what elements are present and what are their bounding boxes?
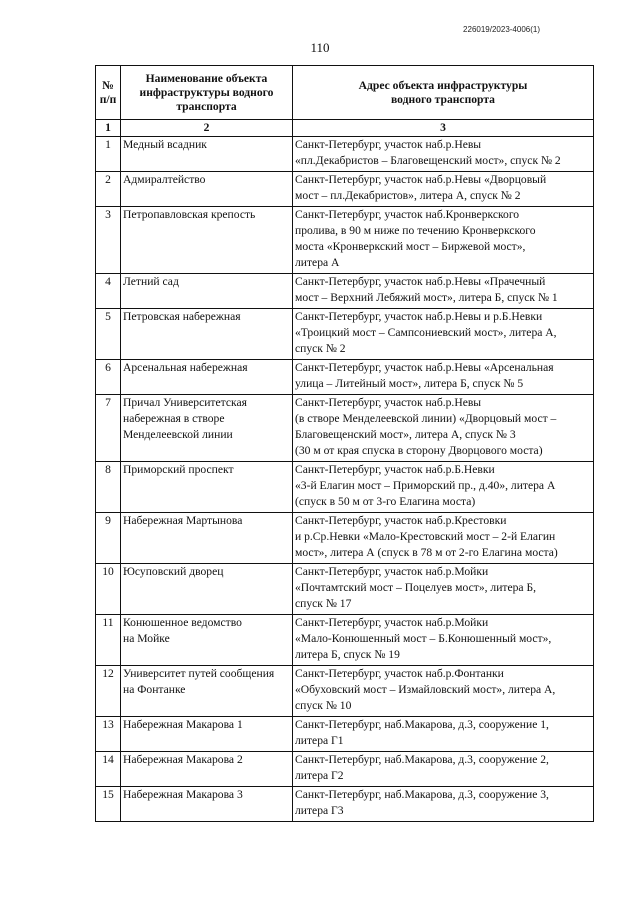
table-row (96, 752, 594, 787)
table-row (96, 207, 594, 274)
row-number: 11 (96, 615, 121, 666)
object-address-line: Санкт-Петербург, участок наб.р.Крестовки (295, 514, 507, 527)
object-name-line: Приморский проспект (123, 463, 234, 476)
object-address (293, 564, 594, 615)
column-number: 2 (121, 120, 293, 137)
row-number: 8 (96, 462, 121, 513)
table-header-row (96, 66, 594, 120)
object-address-line: улица – Литейный мост», литера Б, спуск № 5 (295, 377, 524, 390)
table-row (96, 360, 594, 395)
object-address-line: пролива, в 90 м ниже по течению Кронверкского (295, 224, 536, 237)
object-name-line: набережная в створе (123, 412, 225, 425)
document-id: 226019/2023-4006(1) (463, 25, 540, 34)
object-name-line: Арсенальная набережная (123, 361, 248, 374)
table-row (96, 462, 594, 513)
object-name-line: Набережная Макарова 1 (123, 718, 243, 731)
object-address (293, 513, 594, 564)
object-name-line: Конюшенное ведомство (123, 616, 242, 629)
object-name-line: на Мойке (123, 632, 170, 645)
object-name (121, 462, 293, 513)
object-address-line: Санкт-Петербург, участок наб.р.Мойки (295, 565, 489, 578)
object-address-line: Санкт-Петербург, участок наб.р.Невы «Арсенальная (295, 361, 554, 374)
object-address-line: «Мало-Конюшенный мост – Б.Конюшенный мост», (295, 632, 552, 645)
object-address-line: мост – Верхний Лебяжий мост», литера Б, спуск № 1 (295, 291, 558, 304)
object-address-line: Санкт-Петербург, участок наб.р.Мойки (295, 616, 489, 629)
row-number: 6 (96, 360, 121, 395)
object-name (121, 207, 293, 274)
object-name-line: Медный всадник (123, 138, 207, 151)
object-address-line: «пл.Декабристов – Благовещенский мост», спуск № 2 (295, 154, 561, 167)
object-address-line: (30 м от края спуска в сторону Дворцового моста) (295, 444, 543, 457)
table-row (96, 615, 594, 666)
column-number: 1 (96, 120, 121, 137)
page-number: 110 (310, 40, 330, 55)
table-row (96, 395, 594, 462)
object-address-line: Санкт-Петербург, участок наб.р.Невы «Дворцовый (295, 173, 547, 186)
object-address-line: «Обуховский мост – Измайловский мост», литера А, (295, 683, 556, 696)
table-row (96, 274, 594, 309)
object-address-line: литера Г2 (295, 769, 344, 782)
object-address-line: Санкт-Петербург, наб.Макарова, д.3, сооружение 1, (295, 718, 549, 731)
object-name (121, 137, 293, 172)
object-address (293, 274, 594, 309)
object-address-line: Санкт-Петербург, участок наб.р.Невы «Прачечный (295, 275, 546, 288)
row-number: 15 (96, 787, 121, 822)
object-address-line: (в створе Менделеевской линии) «Дворцовый мост – (295, 412, 557, 425)
row-number: 7 (96, 395, 121, 462)
object-address-line: «Троицкий мост – Сампсониевский мост», литера А, (295, 326, 557, 339)
object-address-line: Санкт-Петербург, участок наб.р.Б.Невки (295, 463, 495, 476)
object-name-line: Юсуповский дворец (123, 565, 224, 578)
object-name-line: Адмиралтейство (123, 173, 206, 186)
object-name-line: Петровская набережная (123, 310, 241, 323)
object-name-line: Петропавловская крепость (123, 208, 256, 221)
object-name (121, 564, 293, 615)
object-address-line: Санкт-Петербург, участок наб.р.Фонтанки (295, 667, 504, 680)
object-address (293, 172, 594, 207)
column-header-address: Адрес объекта инфраструктуры водного транспорта (293, 66, 594, 120)
column-number: 3 (293, 120, 594, 137)
object-address-line: (спуск в 50 м от 3-го Елагина моста) (295, 495, 476, 508)
object-name (121, 666, 293, 717)
row-number: 5 (96, 309, 121, 360)
infrastructure-table (95, 65, 594, 822)
object-address-line: Санкт-Петербург, участок наб.Кронверкского (295, 208, 520, 221)
object-address (293, 309, 594, 360)
object-address-line: Благовещенский мост», литера А, спуск № 3 (295, 428, 516, 441)
object-address-line: Санкт-Петербург, участок наб.р.Невы (295, 396, 482, 409)
object-name (121, 172, 293, 207)
object-address-line: спуск № 2 (295, 342, 346, 355)
object-name (121, 309, 293, 360)
table-row (96, 513, 594, 564)
object-name-line: Набережная Макарова 2 (123, 753, 243, 766)
object-address-line: литера А (295, 256, 340, 269)
object-address (293, 137, 594, 172)
table-row (96, 137, 594, 172)
object-address-line: мост», литера А (спуск в 78 м от 2-го Елагина моста) (295, 546, 558, 559)
row-number: 1 (96, 137, 121, 172)
object-address-line: Санкт-Петербург, участок наб.р.Невы (295, 138, 482, 151)
row-number: 14 (96, 752, 121, 787)
object-address-line: «Почтамтский мост – Поцелуев мост», литера Б, (295, 581, 537, 594)
object-name (121, 274, 293, 309)
table-row (96, 666, 594, 717)
object-name (121, 752, 293, 787)
row-number: 2 (96, 172, 121, 207)
object-name-line: Менделеевской линии (123, 428, 233, 441)
row-number: 12 (96, 666, 121, 717)
object-name-line: Набережная Мартынова (123, 514, 243, 527)
object-address-line: литера Г3 (295, 804, 344, 817)
object-address (293, 787, 594, 822)
object-address (293, 207, 594, 274)
object-address (293, 752, 594, 787)
row-number: 10 (96, 564, 121, 615)
object-name (121, 395, 293, 462)
object-address (293, 666, 594, 717)
object-name (121, 787, 293, 822)
object-address-line: и р.Ср.Невки «Мало-Крестовский мост – 2-й Елагин (295, 530, 556, 543)
row-number: 13 (96, 717, 121, 752)
object-address-line: литера Г1 (295, 734, 344, 747)
table-row (96, 787, 594, 822)
object-name (121, 513, 293, 564)
object-name (121, 360, 293, 395)
object-name-line: на Фонтанке (123, 683, 186, 696)
column-header-number: № п/п (96, 66, 121, 120)
object-address-line: спуск № 10 (295, 699, 352, 712)
object-address-line: Санкт-Петербург, наб.Макарова, д.3, сооружение 3, (295, 788, 549, 801)
row-number: 4 (96, 274, 121, 309)
column-number-row (96, 120, 594, 137)
object-name-line: Летний сад (123, 275, 179, 288)
object-name-line: Набережная Макарова 3 (123, 788, 243, 801)
object-name (121, 615, 293, 666)
object-name-line: Университет путей сообщения (123, 667, 275, 680)
object-address (293, 360, 594, 395)
table-body (96, 137, 594, 822)
table-row (96, 564, 594, 615)
row-number: 3 (96, 207, 121, 274)
table-row (96, 717, 594, 752)
object-address-line: «3-й Елагин мост – Приморский пр., д.40», литера А (295, 479, 556, 492)
object-address (293, 395, 594, 462)
object-address-line: спуск № 17 (295, 597, 352, 610)
object-address-line: моста «Кронверкский мост – Биржевой мост», (295, 240, 526, 253)
object-address-line: Санкт-Петербург, наб.Макарова, д.3, сооружение 2, (295, 753, 549, 766)
object-name-line: Причал Университетская (123, 396, 247, 409)
object-address-line: мост – пл.Декабристов», литера А, спуск № 2 (295, 189, 521, 202)
object-address (293, 615, 594, 666)
table-row (96, 309, 594, 360)
object-address (293, 462, 594, 513)
row-number: 9 (96, 513, 121, 564)
object-address-line: литера Б, спуск № 19 (295, 648, 400, 661)
object-name (121, 717, 293, 752)
column-header-name: Наименование объекта инфраструктуры водного транспорта (121, 66, 293, 120)
object-address-line: Санкт-Петербург, участок наб.р.Невы и р.Б.Невки (295, 310, 543, 323)
table-row (96, 172, 594, 207)
object-address (293, 717, 594, 752)
